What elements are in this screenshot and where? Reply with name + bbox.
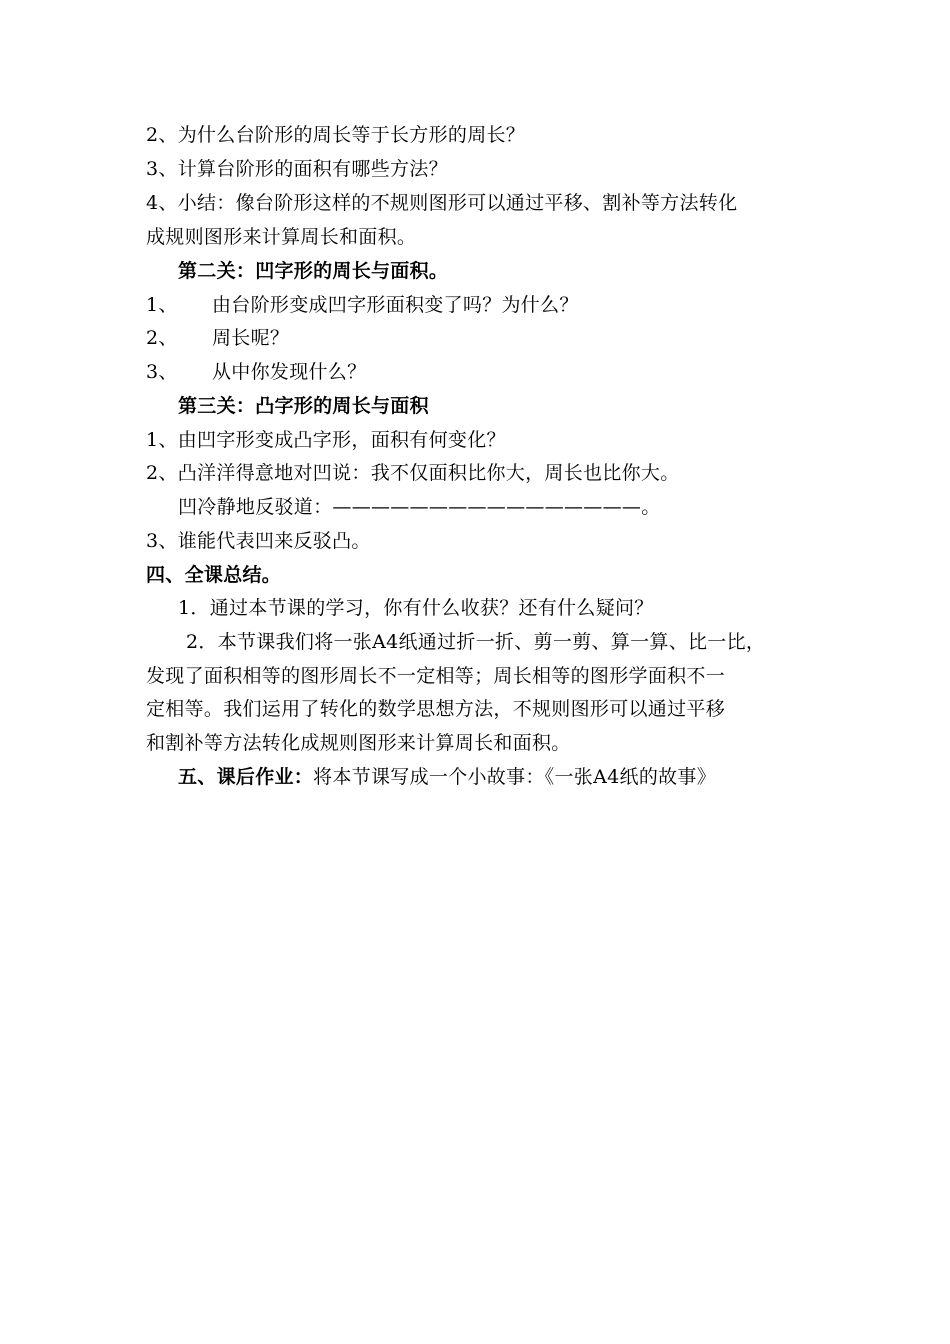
summary-note-line-1: 4、小结：像台阶形这样的不规则图形可以通过平移、割补等方法转化 bbox=[146, 192, 738, 214]
level-3-question-1: 1、由凹字形变成凸字形，面积有何变化？ bbox=[146, 429, 506, 451]
item-text: 周长呢？ bbox=[212, 327, 290, 349]
question-3: 3、计算台阶形的面积有哪些方法？ bbox=[146, 158, 448, 180]
summary-note-line-2: 成规则图形来计算周长和面积。 bbox=[146, 226, 417, 248]
item-text: 由台阶形变成凹字形面积变了吗？为什么？ bbox=[212, 294, 579, 316]
level-3-reply: 凹冷静地反驳道：————————————————。 bbox=[178, 496, 661, 518]
level-2-item bbox=[146, 359, 366, 385]
level-2-item bbox=[146, 325, 289, 351]
section-4-heading: 四、全课总结。 bbox=[146, 564, 282, 586]
item-text: 从中你发现什么？ bbox=[212, 361, 367, 383]
summary-item-1: 1．通过本节课的学习，你有什么收获？还有什么疑问？ bbox=[178, 597, 654, 619]
item-number: 1、 bbox=[146, 294, 178, 316]
summary-item-2-line-3: 定相等。我们运用了转化的数学思想方法，不规则图形可以通过平移 bbox=[146, 698, 726, 720]
summary-item-2-line-4: 和割补等方法转化成规则图形来计算周长和面积。 bbox=[146, 732, 571, 754]
level-3-heading: 第三关：凸字形的周长与面积 bbox=[178, 395, 429, 417]
level-3-question-2: 2、凸洋洋得意地对凹说：我不仅面积比你大，周长也比你大。 bbox=[146, 462, 680, 484]
section-5-heading: 五、课后作业： bbox=[178, 766, 314, 788]
section-5 bbox=[178, 764, 716, 790]
summary-item-2-line-1: 2．本节课我们将一张A4纸通过折一折、剪一剪、算一算、比一比， bbox=[186, 631, 766, 653]
question-2: 2、为什么台阶形的周长等于长方形的周长？ bbox=[146, 124, 526, 146]
item-number: 2、 bbox=[146, 327, 178, 349]
summary-item-2-line-2: 发现了面积相等的图形周长不一定相等；周长相等的图形学面积不一 bbox=[146, 665, 726, 687]
item-number: 3、 bbox=[146, 361, 178, 383]
level-2-item bbox=[146, 292, 579, 318]
level-2-heading: 第二关：凹字形的周长与面积。 bbox=[178, 260, 449, 282]
level-3-question-3: 3、谁能代表凹来反驳凸。 bbox=[146, 530, 371, 552]
section-5-text: 将本节课写成一个小故事：《一张A4纸的故事》 bbox=[313, 766, 717, 788]
